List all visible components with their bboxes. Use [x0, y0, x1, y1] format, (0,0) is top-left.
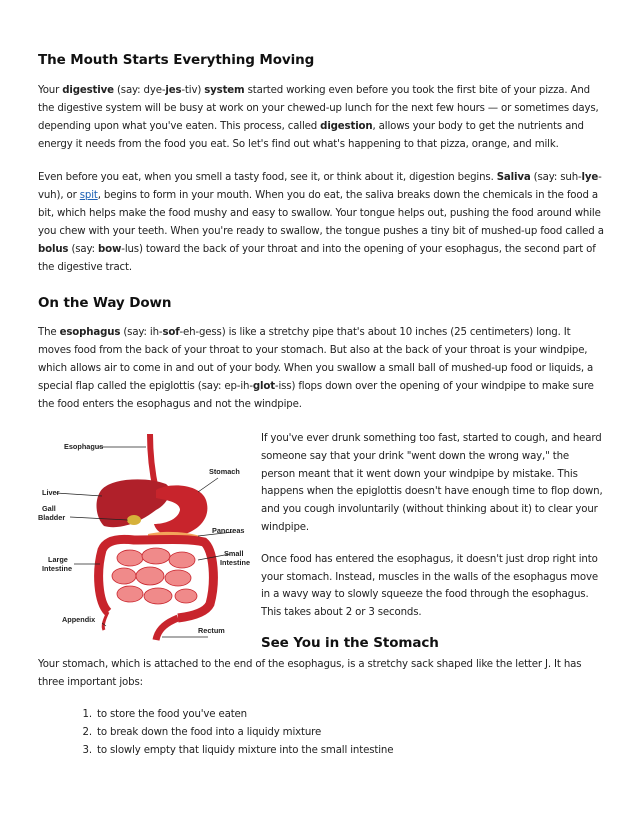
- bold-term: bolus: [38, 244, 69, 255]
- bold-term: jes: [165, 85, 182, 96]
- paragraph-esophagus-muscles: Once food has entered the esophagus, it doesn't just drop right into your stomach. Instead, muscles in the walls of the esophagus move in a wavy way to slowly squeeze the food through the esophagus. This takes about 2 or 3 seconds.: [261, 553, 598, 619]
- label-rectum: Rectum: [198, 626, 225, 635]
- bold-term: glot: [252, 381, 275, 392]
- bold-term: bow: [98, 244, 122, 255]
- label-large-intestine-1: Large: [48, 555, 68, 564]
- label-pancreas: Pancreas: [212, 526, 245, 535]
- figure-side-text: [261, 430, 604, 651]
- heading-mouth: The Mouth Starts Everything Moving: [38, 52, 315, 68]
- stomach-jobs-list: [38, 706, 604, 759]
- bold-term: Saliva: [496, 172, 531, 183]
- list-item: 1. to store the food you've eaten: [95, 706, 604, 724]
- paragraph-stomach-jobs: Your stomach, which is attached to the end of the esophagus, is a stretchy sack shaped like the letter J. It has three important jobs:: [38, 659, 582, 688]
- bold-term: system: [204, 85, 245, 96]
- paragraph-wrong-way: If you've ever drunk something too fast, started to cough, and heard someone say that your drink "went down the wrong way," the person meant that it went down your windpipe by mistake. This happens when the epiglottis doesn't have enough time to flop down, and you cough involuntarily (without thinking about it) to clear your windpipe.: [261, 433, 603, 533]
- bold-term: esophagus: [59, 327, 121, 338]
- bold-term: digestive: [62, 85, 114, 96]
- stomach-shape: [154, 485, 207, 536]
- gall-bladder-shape: [127, 515, 141, 525]
- label-stomach: Stomach: [209, 467, 240, 476]
- small-intestine-shape: [112, 548, 197, 604]
- label-small-intestine-1: Small: [224, 549, 244, 558]
- heading-way-down: On the Way Down: [38, 295, 172, 311]
- digestive-system-illustration: [38, 432, 256, 646]
- appendix-shape: [103, 612, 108, 630]
- label-large-intestine-2: Intestine: [42, 564, 73, 573]
- label-gall-bladder-2: Bladder: [38, 513, 66, 522]
- bold-term: lye: [581, 172, 599, 183]
- list-item: 3. to slowly empty that liquidy mixture into the small intestine: [95, 742, 604, 760]
- paragraph-digestive-system: Your digestive (say: dye-jes-tiv) system started working even before you took the first bite of your pizza. And the digestive system will be busy at work on your chewed-up lunch for the next few hours — or sometimes days, depending upon what you've eaten. This process, called digestion, allows your body to get the nutrients and energy it needs from the food you eat. So let's find out what's happening to that pizza, orange, and milk.: [38, 85, 599, 150]
- bold-term: digestion: [320, 121, 373, 132]
- figure-row: [38, 430, 604, 651]
- list-item: 2. to break down the food into a liquidy mixture: [95, 724, 604, 742]
- digestive-system-diagram: [38, 432, 256, 646]
- label-small-intestine-2: Intestine: [220, 558, 251, 567]
- heading-stomach: See You in the Stomach: [261, 634, 439, 651]
- label-liver: Liver: [42, 488, 60, 497]
- label-gall-bladder-1: Gall: [42, 504, 56, 513]
- article: [38, 52, 604, 759]
- paragraph-esophagus: The esophagus (say: ih-sof-eh-gess) is like a stretchy pipe that's about 10 inches (25 centimeters) long. It moves food from the back of your throat to your stomach. But also at the back of your throat is your windpipe, which allows air to come in and out of your body. When you swallow a small ball of mushed-up food or liquids, a special flap called the epiglottis (say: ep-ih-glot-iss) flops down over the opening of your windpipe to make sure the food enters the esophagus and not the windpipe.: [38, 327, 594, 410]
- bold-term: sof: [162, 327, 180, 338]
- label-appendix: Appendix: [62, 615, 96, 624]
- spit-link[interactable]: spit: [79, 190, 98, 201]
- label-esophagus: Esophagus: [64, 442, 104, 451]
- paragraph-saliva: Even before you eat, when you smell a tasty food, see it, or think about it, digestion begins. Saliva (say: suh-lye-vuh), or spit, begins to form in your mouth. When you do eat, the saliva breaks down the chemicals in the food a bit, which helps make the food mushy and easy to swallow. Your tongue helps out, pushing the food around while you chew with your teeth. When you're ready to swallow, the tongue pushes a tiny bit of mushed-up food called a bolus (say: bow-lus) toward the back of your throat and into the opening of your esophagus, the second part of the digestive tract.: [38, 172, 604, 273]
